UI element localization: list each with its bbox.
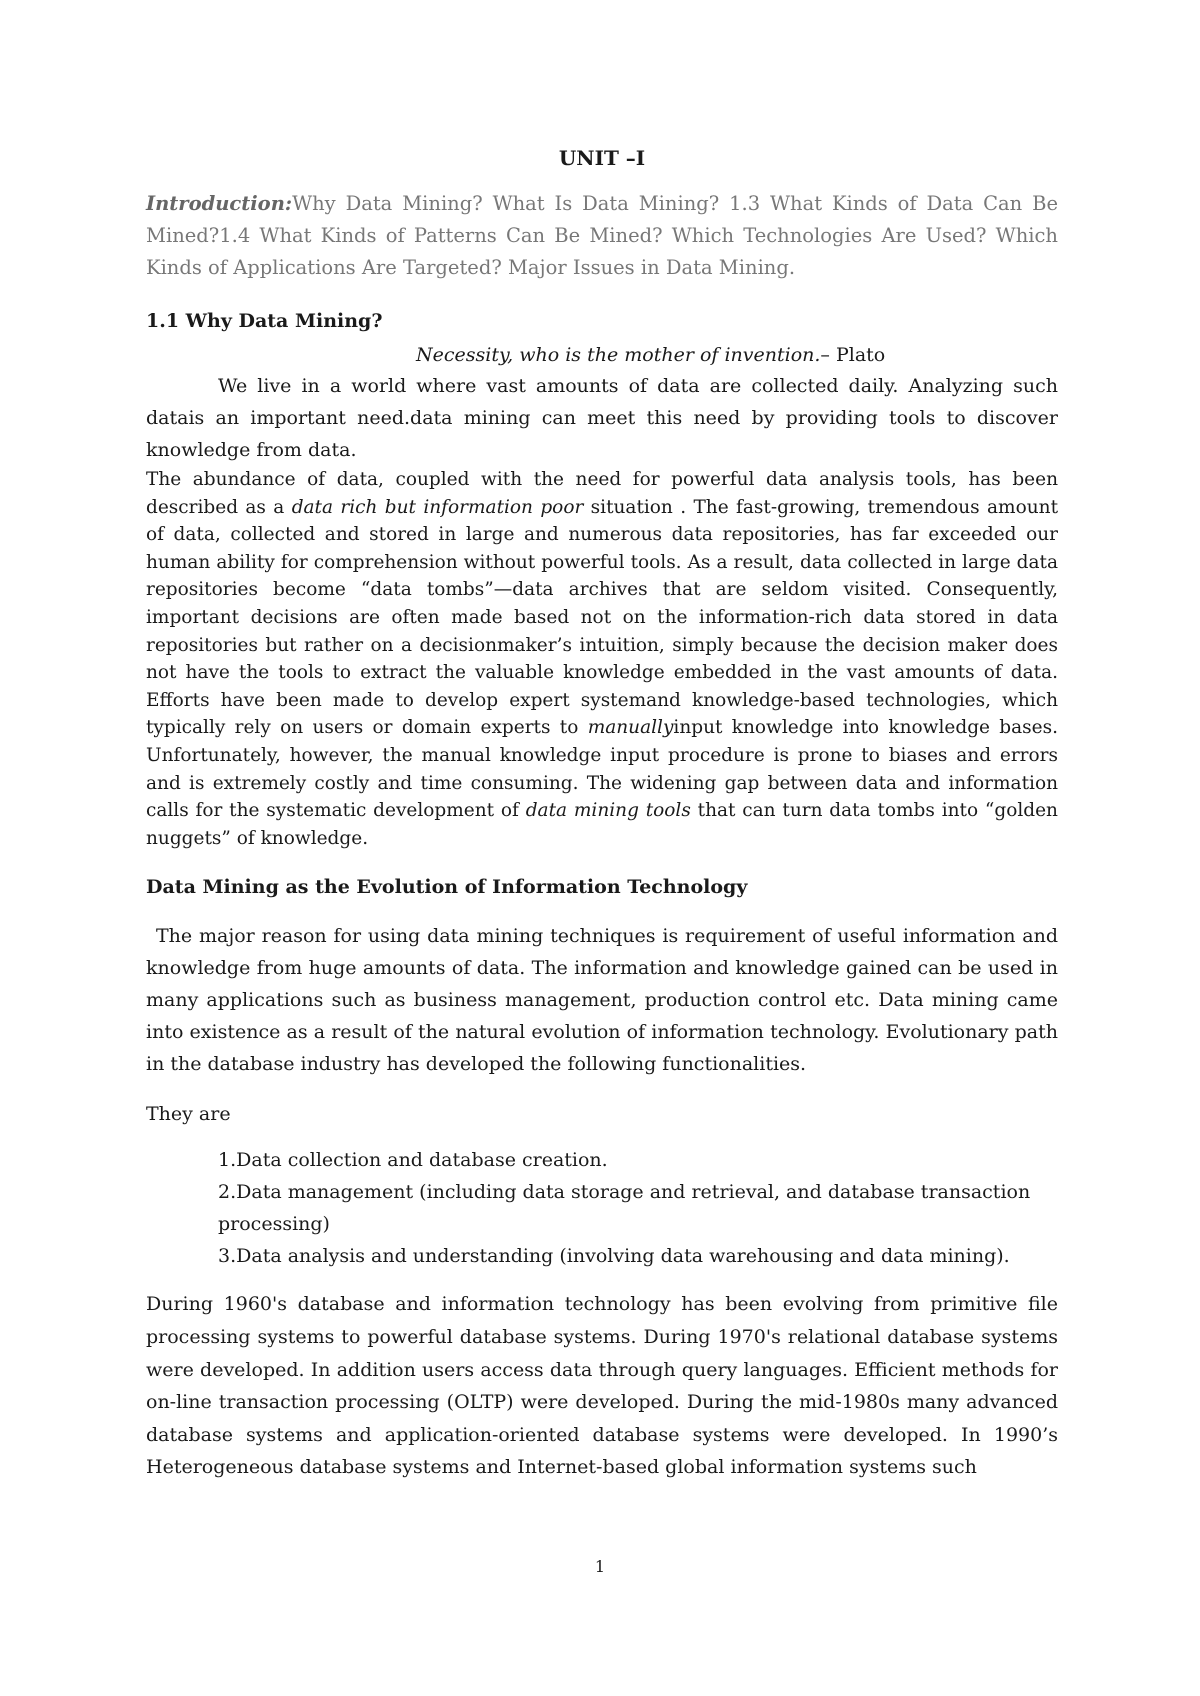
paragraph-database-history: During 1960's database and information technology has been evolving from primitive file processing systems to powerful database systems. During 1970's relational database systems were developed. In addition users access data through query languages. Efficient methods for on-line transaction processing (OLTP) were developed. During the mid-1980s many advanced database systems and application-oriented database systems were developed. In 1990’s Heterogeneous database systems and Internet-based global information systems such <box>146 1293 1058 1479</box>
introduction-text: Why Data Mining? What Is Data Mining? 1.3 What Kinds of Data Can Be Mined?1.4 What Kinds of Patterns Can Be Mined? Which Technologies Are Used? Which Kinds of Applications Are Targeted? Major Issues in Data Mining. <box>146 192 1058 279</box>
para-emphasis: manually <box>587 717 674 739</box>
list-item: 3.Data analysis and understanding (involving data warehousing and data mining). <box>218 1245 1010 1268</box>
paragraph-data-abundance <box>146 466 1058 852</box>
para-text: that can turn data tombs into “golden nuggets” of knowledge. <box>146 800 1058 849</box>
epigraph-quote <box>416 340 1058 370</box>
unit-title: UNIT –I <box>558 146 646 170</box>
list-item: 1.Data collection and database creation. <box>218 1149 608 1172</box>
introduction-label: Introduction: <box>146 192 293 215</box>
para-emphasis: data rich but information poor <box>291 496 584 518</box>
paragraph-world-of-data: We live in a world where vast amounts of data are collected daily. Analyzing such datais an important need.data mining can meet this need by providing tools to discover knowledge from data. <box>146 375 1058 461</box>
para-text: The abundance of data, coupled with the need for powerful data analysis tools, has been described as a <box>146 469 1058 518</box>
para-emphasis: data mining tools <box>525 800 691 822</box>
page-number: 1 <box>594 1557 606 1576</box>
introduction-paragraph <box>146 188 1058 284</box>
section-heading-why-data-mining: 1.1 Why Data Mining? <box>146 310 383 332</box>
list-item: 2.Data management (including data storage and retrieval, and database transaction processing) <box>218 1181 1031 1236</box>
paragraph-major-reason: The major reason for using data mining techniques is requirement of useful information and knowledge from huge amounts of data. The information and knowledge gained can be used in many applications such as business management, production control etc. Data mining came into existence as a result of the natural evolution of information technology. Evolutionary path in the database industry has developed the following functionalities. <box>146 925 1058 1076</box>
quote-text: Necessity, who is the mother of invention. <box>416 344 821 366</box>
they-are-label: They are <box>146 1103 231 1126</box>
functionalities-list <box>146 1144 1058 1272</box>
para-text: situation . The fast-growing, tremendous amount of data, collected and stored in large and numerous data repositories, has far exceeded our human ability for comprehension without powerful tools. As a result, data collected in large data repositories become “data tombs”—data archives that are seldom visited. Consequently, important decisions are often made based not on the information-rich data stored in data repositories but rather on a decisionmaker’s intuition, simply because the decision maker does not have the tools to extract the valuable knowledge embedded in the vast amounts of data. Efforts have been made to develop expert systemand knowledge-based technologies, which typically rely on users or domain experts to <box>146 496 1059 739</box>
section-heading-evolution: Data Mining as the Evolution of Information Technology <box>146 876 748 899</box>
para-text: input knowledge into knowledge bases. Unfortunately, however, the manual knowledge input procedure is prone to biases and errors and is extremely costly and time consuming. The widening gap between data and information calls for the systematic development of <box>146 717 1058 822</box>
quote-author: – Plato <box>820 344 886 366</box>
page-content <box>146 146 1058 1484</box>
